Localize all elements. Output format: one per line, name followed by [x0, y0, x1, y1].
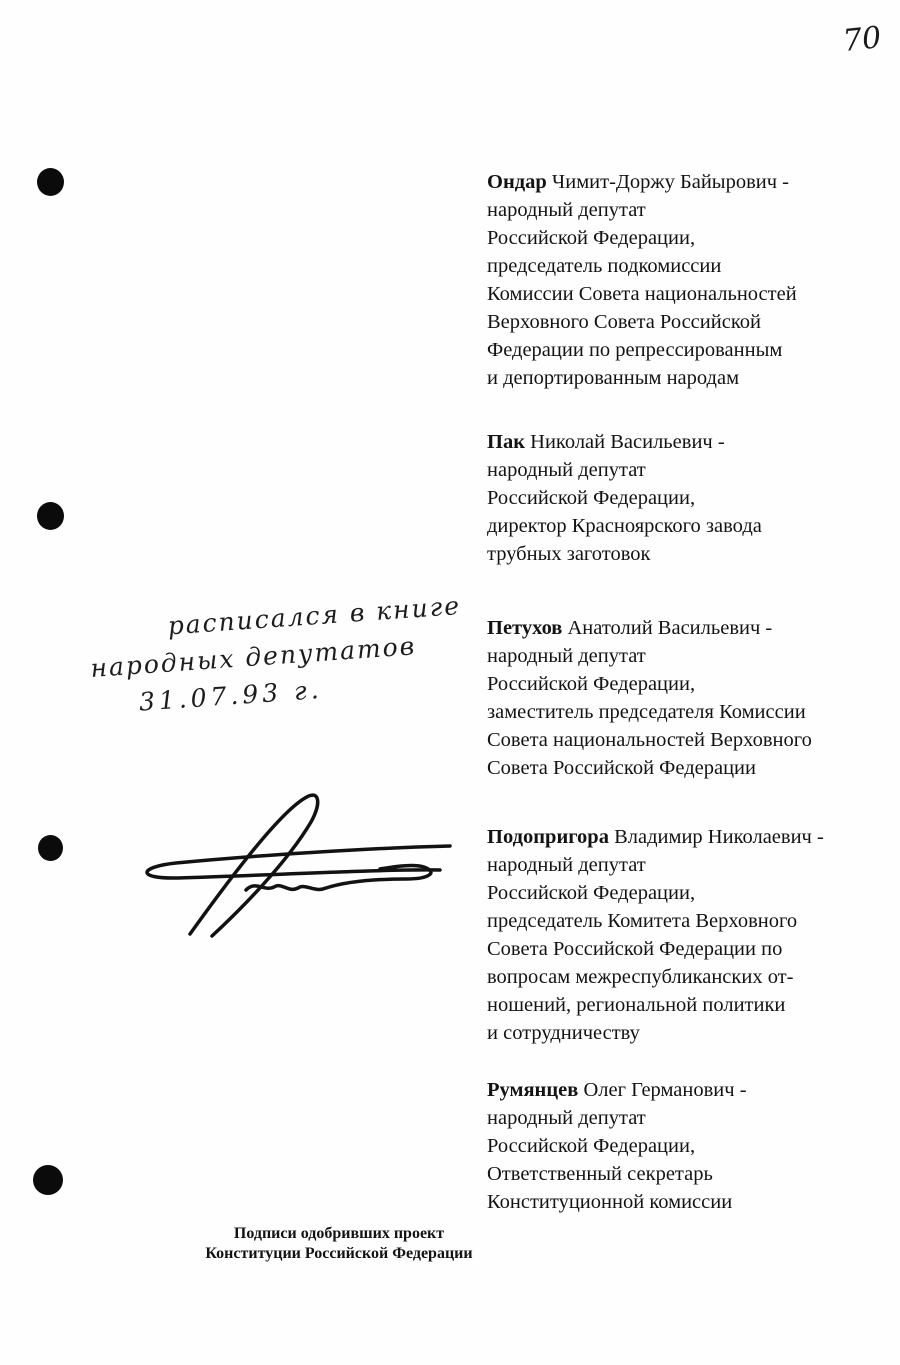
entry-name-rest: Владимир Николаевич -: [608, 826, 824, 848]
entry-name-line: [487, 614, 900, 642]
signature-drawing: [128, 786, 458, 941]
entry-detail-line: директор Красноярского завода: [487, 515, 762, 537]
entry-detail-line: народный депутат: [487, 645, 646, 667]
handwritten-note: [87, 583, 524, 724]
entry-detail-line: Совета Российской Федерации: [487, 757, 756, 779]
hole-punch-dot: [38, 835, 63, 861]
entry-surname: Румянцев: [487, 1079, 579, 1101]
entry-detail-lines: [487, 456, 900, 568]
entry-name-line: [487, 823, 900, 851]
hole-punch-dot: [37, 502, 64, 530]
entry-detail-line: Конституционной комиссии: [487, 1191, 733, 1213]
entry-name-rest: Анатолий Васильевич -: [562, 617, 773, 639]
entry-surname: Пак: [487, 431, 526, 453]
entry-detail-line: Российской Федерации,: [487, 487, 696, 509]
entry-detail-line: председатель подкомиссии: [487, 255, 722, 277]
entry-detail-line: народный депутат: [487, 854, 646, 876]
footer-caption: [139, 1224, 539, 1264]
signatory-entry: [487, 614, 900, 782]
entry-detail-line: трубных заготовок: [487, 543, 651, 565]
entry-detail-line: Ответственный секретарь: [487, 1163, 713, 1185]
signatory-entry: [487, 168, 900, 392]
entry-detail-line: вопросам межреспубликанских от-: [487, 966, 794, 988]
footer-line: Подписи одобривших проект: [233, 1225, 445, 1242]
handwritten-note-line: 31.07.93 г.: [137, 674, 324, 717]
entry-detail-line: председатель Комитета Верховного: [487, 910, 798, 932]
entry-name-rest: Чимит-Доржу Байырович -: [546, 171, 789, 193]
entry-detail-lines: [487, 1104, 900, 1216]
entry-detail-lines: [487, 196, 900, 392]
entry-name-line: [487, 428, 900, 456]
entry-detail-line: Российской Федерации,: [487, 882, 696, 904]
entry-surname: Петухов: [487, 617, 563, 639]
entry-detail-line: Российской Федерации,: [487, 1135, 696, 1157]
hole-punch-dot: [37, 168, 64, 196]
entry-detail-line: и депортированным народам: [487, 367, 740, 389]
handwritten-note-line: расписался в книге: [166, 591, 462, 641]
entry-detail-line: народный депутат: [487, 459, 646, 481]
entry-detail-line: Верховного Совета Российской: [487, 311, 761, 333]
signatory-entry: [487, 1076, 900, 1216]
entry-detail-line: Совета Российской Федерации по: [487, 938, 783, 960]
entry-name-line: [487, 1076, 900, 1104]
entry-detail-line: народный депутат: [487, 1107, 646, 1129]
entry-detail-lines: [487, 851, 900, 1047]
entry-detail-line: Российской Федерации,: [487, 227, 696, 249]
entry-detail-line: Федерации по репрессированным: [487, 339, 783, 361]
entry-name-line: [487, 168, 900, 196]
entry-detail-line: Совета национальностей Верховного: [487, 729, 812, 751]
signatory-entry: [487, 823, 900, 1047]
entry-surname: Подопригора: [487, 826, 609, 848]
footer-line: Конституции Российской Федерации: [205, 1245, 473, 1262]
entry-detail-lines: [487, 642, 900, 782]
hole-punch-dot: [33, 1165, 63, 1195]
signatory-entry: [487, 428, 900, 568]
page-number: 70: [841, 20, 883, 59]
signatories-list: [487, 168, 900, 1252]
entry-name-rest: Николай Васильевич -: [525, 431, 725, 453]
entry-detail-line: и сотрудничеству: [487, 1022, 640, 1044]
entry-detail-line: Российской Федерации,: [487, 673, 696, 695]
entry-detail-line: Комиссии Совета национальностей: [487, 283, 797, 305]
entry-name-rest: Олег Германович -: [578, 1079, 747, 1101]
entry-surname: Ондар: [487, 171, 547, 193]
entry-detail-line: заместитель председателя Комиссии: [487, 701, 806, 723]
entry-detail-line: ношений, региональной политики: [487, 994, 786, 1016]
handwritten-note-line: народных депутатов: [89, 631, 418, 683]
entry-detail-line: народный депутат: [487, 199, 646, 221]
